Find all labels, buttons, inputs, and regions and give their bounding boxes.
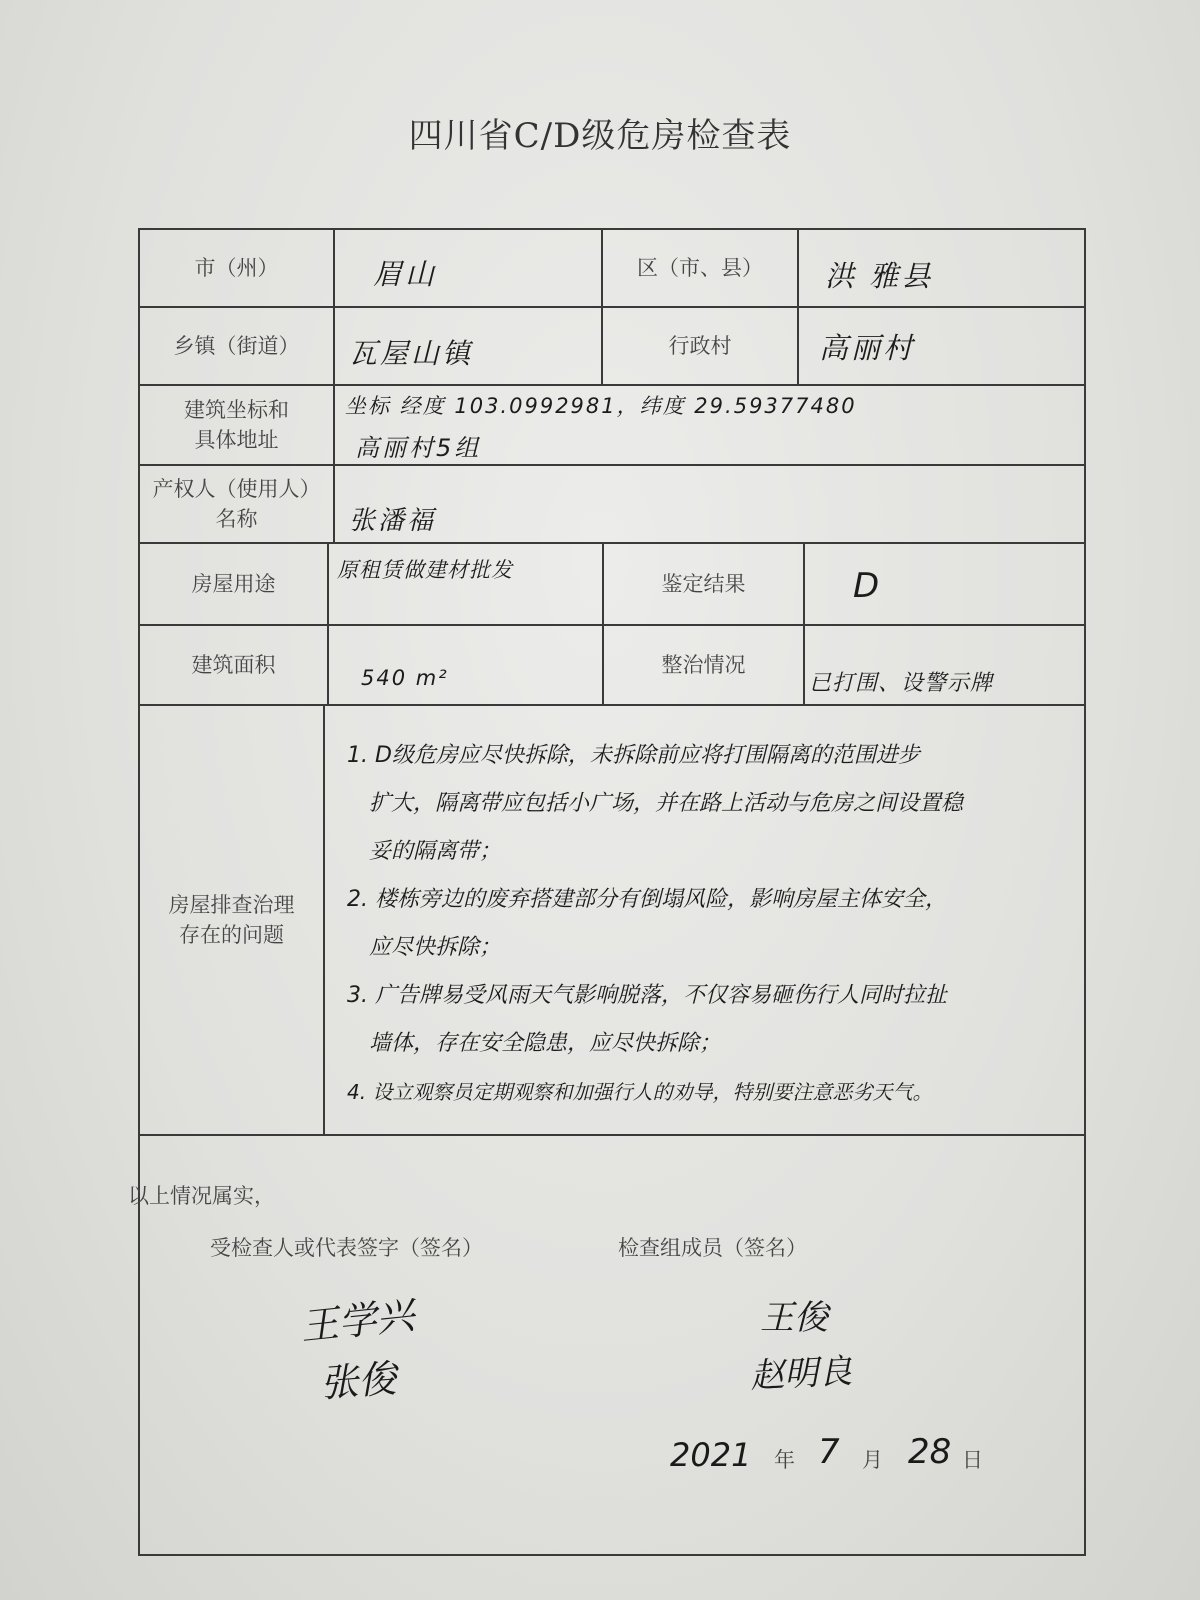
value-coordinates-line1: 坐标 经度 103.0992981，纬度 29.59377480	[345, 394, 857, 418]
value-owner: 张潘福	[349, 506, 437, 536]
row-area-rectification	[140, 626, 1084, 706]
label-coordinates-line1: 建筑坐标和	[184, 398, 289, 422]
label-owner	[140, 466, 335, 542]
value-city: 眉山	[373, 257, 438, 291]
value-usage-cell	[329, 544, 604, 624]
value-usage: 原租赁做建材批发	[337, 558, 513, 582]
date-year: 2021	[670, 1436, 752, 1474]
date-day: 28	[908, 1432, 952, 1472]
label-district: 区（市、县）	[603, 230, 799, 306]
row-owner	[140, 466, 1084, 544]
label-area: 建筑面积	[140, 626, 329, 704]
value-coordinates-line2: 高丽村5组	[355, 434, 482, 462]
value-result: D	[853, 566, 883, 606]
value-village-cell	[799, 308, 1084, 384]
page-title: 四川省C/D级危房检查表	[408, 116, 792, 156]
value-result-cell	[805, 544, 1084, 624]
inspectee-signature-1: 王学兴	[298, 1293, 417, 1349]
value-owner-cell	[335, 466, 1084, 542]
issue-line: 4. 设立观察员定期观察和加强行人的劝导，特别要注意恶劣天气。	[347, 1080, 933, 1104]
value-city-cell	[335, 230, 603, 306]
row-city-district	[140, 230, 1084, 308]
label-usage: 房屋用途	[140, 544, 329, 624]
inspector-signature-2: 赵明良	[749, 1351, 854, 1397]
issue-line: 1. D级危房应尽快拆除，未拆除前应将打围隔离的范围进步	[347, 743, 920, 768]
label-rectification: 整治情况	[604, 626, 805, 704]
row-issues	[140, 706, 1084, 1136]
date	[670, 1430, 1070, 1480]
value-town: 瓦屋山镇	[349, 337, 474, 370]
value-village: 高丽村	[819, 331, 916, 365]
date-month-char: 月	[862, 1448, 883, 1472]
value-district-cell	[799, 230, 1084, 306]
value-town-cell	[335, 308, 603, 384]
date-month: 7	[818, 1432, 840, 1472]
label-issues-line1: 房屋排查治理	[168, 893, 295, 917]
inspector-signature-1: 王俊	[760, 1298, 828, 1338]
value-district: 洪 雅县	[825, 259, 934, 293]
label-result: 鉴定结果	[604, 544, 805, 624]
inspection-form	[128, 228, 1086, 1556]
label-village: 行政村	[603, 308, 799, 384]
issues-cell	[325, 706, 1084, 1134]
label-town: 乡镇（街道）	[140, 308, 335, 384]
label-owner-line2: 名称	[215, 507, 258, 531]
value-area-cell	[329, 626, 604, 704]
value-rectification: 已打围、设警示牌	[809, 671, 994, 696]
issue-line: 3. 广告牌易受风雨天气影响脱落，不仅容易砸伤行人同时拉扯	[347, 983, 947, 1008]
inspector-signature-label: 检查组成员（签名）	[618, 1236, 807, 1260]
issue-line: 应尽快拆除；	[369, 935, 502, 960]
issue-line: 2. 楼栋旁边的废弃搭建部分有倒塌风险，影响房屋主体安全，	[347, 887, 947, 912]
issue-line: 妥的隔离带；	[369, 839, 502, 864]
inspectee-signature-label: 受检查人或代表签字（签名）	[210, 1236, 483, 1260]
date-year-char: 年	[774, 1448, 795, 1472]
issue-line: 扩大，隔离带应包括小广场，并在路上活动与危房之间设置稳	[369, 791, 964, 816]
issue-line: 墙体，存在安全隐患，应尽快拆除；	[369, 1031, 722, 1056]
inspectee-signature-2: 张俊	[318, 1356, 398, 1406]
value-coordinates-cell	[335, 386, 1084, 464]
label-coordinates-line2: 具体地址	[194, 428, 279, 452]
row-usage-result	[140, 544, 1084, 626]
issues-list	[347, 732, 1087, 1116]
label-owner-line1: 产权人（使用人）	[152, 477, 321, 501]
value-area: 540 m²	[361, 666, 449, 690]
label-coordinates	[140, 386, 335, 464]
value-rectification-cell	[805, 626, 1084, 704]
label-issues-line2: 存在的问题	[179, 923, 284, 947]
row-coordinates	[140, 386, 1084, 466]
row-town-village	[140, 308, 1084, 386]
label-issues	[140, 706, 325, 1134]
confirm-text: 以上情况属实，	[128, 1184, 275, 1208]
date-day-char: 日	[962, 1448, 983, 1472]
label-city: 市（州）	[140, 230, 335, 306]
